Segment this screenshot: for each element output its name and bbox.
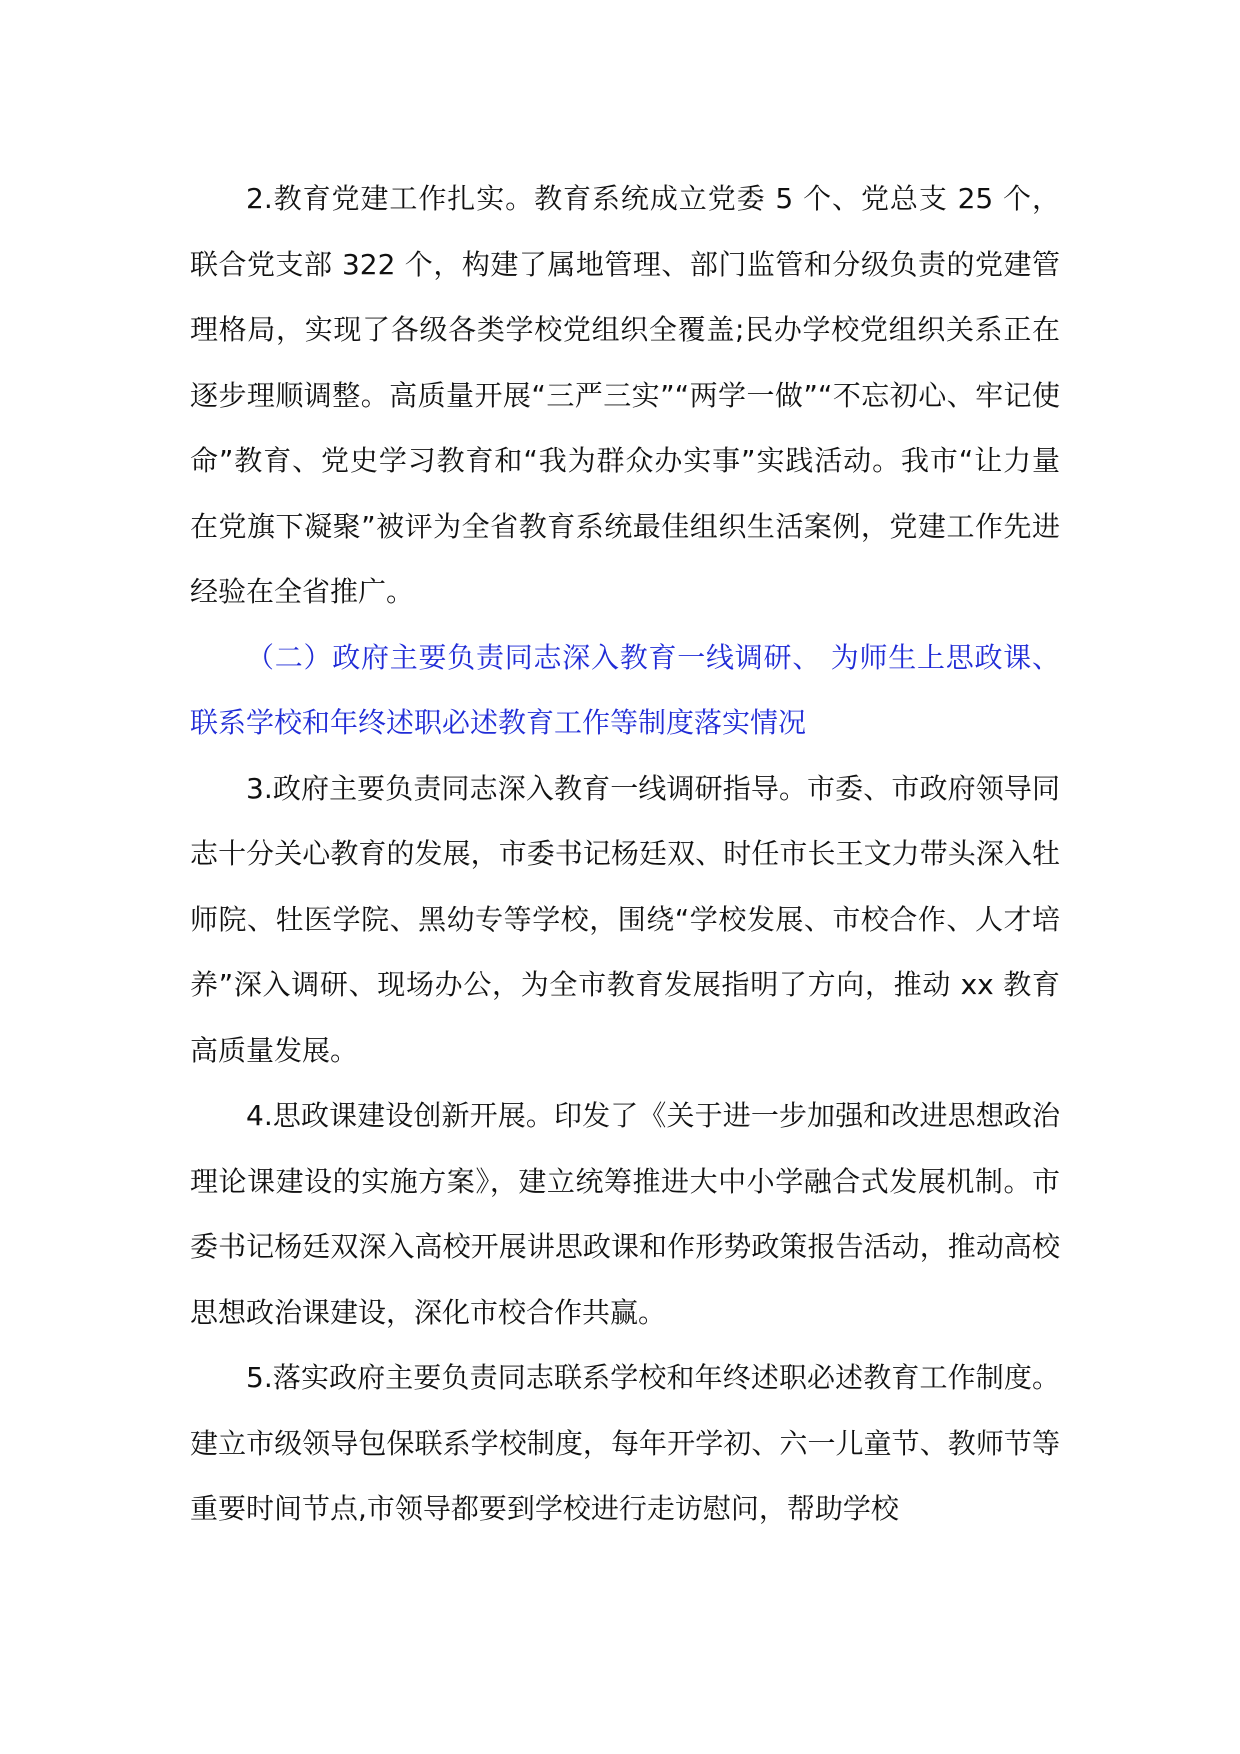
document-page xyxy=(190,166,1060,1542)
paragraph-research-guidance: 3.政府主要负责同志深入教育一线调研指导。市委、市政府领导同志十分关心教育的发展，市委书记杨廷双、时任市长王文力带头深入牡师院、牡医学院、黑幼专等学校，围绕“学校发展、市校合作、人才培养”深入调研、现场办公，为全市教育发展指明了方向，推动 xx 教育高质量发展。 xyxy=(190,771,1060,1067)
section-heading-2: （二）政府主要负责同志深入教育一线调研、 为师生上思政课、联系学校和年终述职必述教育工作等制度落实情况 xyxy=(190,640,1060,739)
paragraph-ideological-course: 4.思政课建设创新开展。印发了《关于进一步加强和改进思想政治理论课建设的实施方案》，建立统筹推进大中小学融合式发展机制。市委书记杨廷双深入高校开展讲思政课和作形势政策报告活动，推动高校思想政治课建设，深化市校合作共赢。 xyxy=(190,1099,1060,1329)
paragraph-liaison-system: 5.落实政府主要负责同志联系学校和年终述职必述教育工作制度。建立市级领导包保联系学校制度，每年开学初、六一儿童节、教师节等重要时间节点,市领导都要到学校进行走访慰问，帮助学校 xyxy=(190,1361,1060,1525)
paragraph-party-building: 2.教育党建工作扎实。教育系统成立党委 5 个、党总支 25 个，联合党支部 322 个，构建了属地管理、部门监管和分级负责的党建管理格局，实现了各级各类学校党组织全覆盖;民办学校党组织关系正在逐步理顺调整。高质量开展“三严三实”“两学一做”“不忘初心、牢记使命”教育、党史学习教育和“我为群众办实事”实践活动。我市“让力量在党旗下凝聚”被评为全省教育系统最佳组织生活案例，党建工作先进经验在全省推广。 xyxy=(190,182,1060,608)
